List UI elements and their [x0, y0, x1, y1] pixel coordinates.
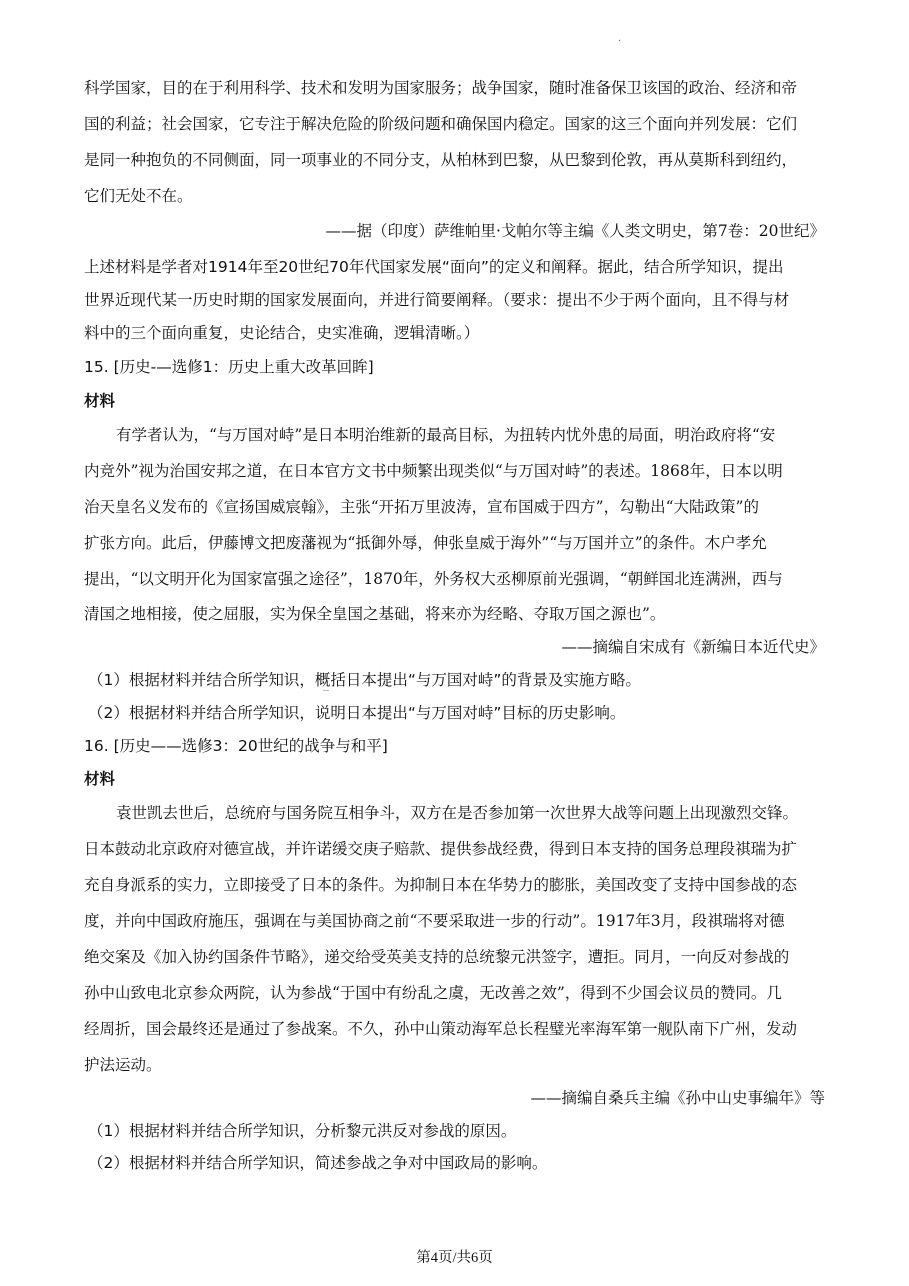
task-line: 上述材料是学者对1914年至20世纪70年代国家发展“面向”的定义和阐释。据此，结合所学知识，提出	[84, 258, 784, 276]
material-source: ——摘编自宋成有《新编日本近代史》	[561, 638, 825, 656]
question-16-heading: 16. [历史——选修3：20世纪的战争与和平]	[84, 737, 388, 755]
material-source: ——摘编自桑兵主编《孙中山史事编年》等	[530, 1089, 825, 1107]
material-line: 度，并向中国政府施压，强调在与美国协商之前“不要采取进一步的行动”。1917年3月，段祺瑞将对德	[84, 912, 785, 930]
material-label: 材料	[84, 392, 116, 410]
material-line: 经周折，国会最终还是通过了参战案。不久，孙中山策动海军总长程璧光率海军第一舰队南下广州，发动	[84, 1020, 798, 1038]
sub-question: （2）根据材料并结合所学知识，说明日本提出“与万国对峙”目标的历史影响。	[88, 704, 626, 722]
material-line: 孙中山致电北京参众两院，认为参战“于国中有纷乱之虞，无改善之效”，得到不少国会议员的赞同。几	[84, 984, 782, 1002]
stray-mark	[323, 690, 329, 691]
intro-line: 是同一种抱负的不同侧面，同一项事业的不同分支，从柏林到巴黎，从巴黎到伦敦，再从莫斯科到纽约，	[84, 151, 798, 169]
material-line: 充自身派系的实力，立即接受了日本的条件。为抑制日本在华势力的膨胀，美国改变了支持中国参战的态	[84, 876, 798, 894]
material-line: 清国之地相接，使之屈服，实为保全皇国之基础，将来亦为经略、夺取万国之源也”。	[84, 605, 666, 623]
material-line: 绝交案及《加入协约国条件节略》，递交给受英美支持的总统黎元洪签字，遭拒。同月，一向反对参战的	[84, 948, 790, 966]
task-line: 料中的三个面向重复，史论结合，史实准确，逻辑清晰。）	[84, 324, 480, 342]
material-line: 袁世凯去世后，总统府与国务院互相争斗，双方在是否参加第一次世界大战等问题上出现激烈交锋。	[116, 804, 799, 822]
intro-source: ——据（印度）萨维帕里·戈帕尔等主编《人类文明史，第7卷：20世纪》	[325, 222, 825, 240]
material-line: 护法运动。	[84, 1056, 162, 1074]
top-mark: ·	[618, 36, 622, 47]
material-line: 有学者认为，“与万国对峙”是日本明治维新的最高目标，为扭转内忧外患的局面，明治政府将“安	[116, 426, 776, 444]
sub-question: （1）根据材料并结合所学知识，分析黎元洪反对参战的原因。	[88, 1122, 517, 1140]
intro-line: 国的利益；社会国家，它专注于解决危险的阶级问题和确保国内稳定。国家的这三个面向并列发展：它们	[84, 115, 798, 133]
material-line: 扩张方向。此后，伊藤博文把废藩视为“抵御外辱，伸张皇威于海外”“与万国并立”的条件。木户孝允	[84, 534, 767, 552]
material-line: 提出，“以文明开化为国家富强之途径”，1870年，外务权大丞柳原前光强调，“朝鲜国北连满洲，西与	[84, 570, 783, 588]
task-line: 世界近现代某一历史时期的国家发展面向，并进行简要阐释。（要求：提出不少于两个面向，且不得与材	[84, 291, 790, 309]
material-line: 日本鼓动北京政府对德宣战，并许诺缓交庚子赔款、提供参战经费，得到日本支持的国务总理段祺瑞为扩	[84, 840, 798, 858]
sub-question: （2）根据材料并结合所学知识，简述参战之争对中国政局的影响。	[88, 1154, 548, 1172]
question-15-heading: 15. [历史-—选修1：历史上重大改革回眸]	[84, 358, 374, 376]
sub-question: （1）根据材料并结合所学知识，概括日本提出“与万国对峙”的背景及实施方略。	[88, 671, 641, 689]
material-line: 治天皇名义发布的《宣扬国威宸翰》，主张“开拓万里波涛，宣布国威于四方”，勾勒出“大陆政策”的	[84, 498, 759, 516]
intro-line: 科学国家，目的在于利用科学、技术和发明为国家服务；战争国家，随时准备保卫该国的政治、经济和帝	[84, 79, 798, 97]
material-label: 材料	[84, 770, 116, 788]
page-number: 第4页/共6页	[416, 1250, 493, 1266]
intro-line: 它们无处不在。	[84, 187, 193, 205]
material-line: 内竞外”视为治国安邦之道，在日本官方文书中频繁出现类似“与万国对峙”的表述。1868年，日本以明	[84, 462, 783, 480]
